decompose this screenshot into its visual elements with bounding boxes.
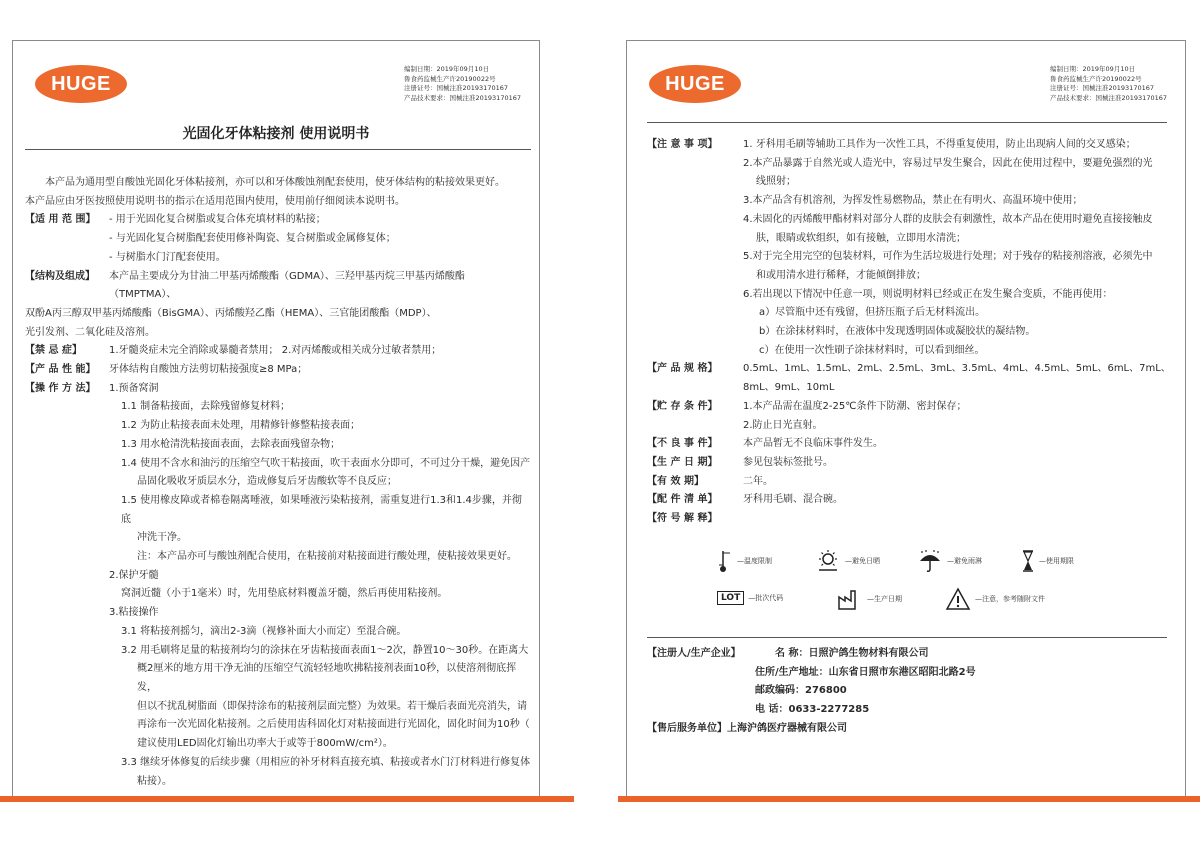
production-date-section xyxy=(647,454,1177,473)
section-text: a）尽管瓶中还有残留，但挤压瓶子后无材料流出。 xyxy=(759,307,986,319)
symbol-label: —生产日期 xyxy=(867,595,902,603)
step-text: 1.2 为防止粘接表面未处理，用精修针修整粘接表面； xyxy=(121,420,361,432)
section-text: - 用于光固化复合树脂或复合体充填材料的粘接； xyxy=(109,214,326,226)
meta-line: 注册证号：国械注准20193170167 xyxy=(1050,84,1154,92)
section-text: 光引发剂、二氧化硅及溶剂。 xyxy=(25,326,155,338)
section-text: 5.对于完全用完空的包装材料，可作为生活垃圾进行处理；对于残存的粘接剂溶液，必须先中 xyxy=(743,251,1153,263)
zip-label: 邮政编码： xyxy=(755,685,805,697)
section-text: 肤，眼睛或软组织，如有接触，立即用水清洗； xyxy=(756,232,966,244)
step-text: 冲洗干净。 xyxy=(137,532,187,544)
factory-icon xyxy=(837,587,863,611)
step-text: 3.2 用毛刷将足量的粘接剂均匀的涂抹在牙齿粘接面表面1～2次，静置10～30秒。在距离大 xyxy=(121,644,529,656)
symbol-factory xyxy=(837,587,902,611)
section-label: 【不 良 事 件】 xyxy=(647,438,718,450)
intro-paragraph: 本产品为通用型自酸蚀光固化牙体粘接剂，亦可以和牙体酸蚀剂配套使用，使牙体结构的粘接效果更好。 xyxy=(45,177,505,188)
section-label: 【贮 存 条 件】 xyxy=(647,400,718,412)
name-label: 名 称： xyxy=(775,648,809,659)
step-text-wrap xyxy=(25,716,531,735)
note-text: 注：本产品亦可与酸蚀剂配合使用，在粘接前对粘接面进行酸处理，使粘接效果更好。 xyxy=(137,551,517,563)
storage-section xyxy=(647,398,1177,417)
meta-line: 注册证号：国械注准20193170167 xyxy=(404,84,508,92)
symbol-label: —使用期限 xyxy=(1039,557,1074,565)
section-text: 和或用清水进行稀释，才能倾倒排放； xyxy=(756,269,926,281)
step-text-wrap xyxy=(25,473,531,492)
section-label: 【适 用 范 围】 xyxy=(25,214,96,226)
warning-icon xyxy=(945,587,971,611)
document-meta xyxy=(404,65,521,103)
left-page xyxy=(12,40,540,800)
orange-footer-bar xyxy=(618,796,1200,802)
address-label: 住所/生产地址： xyxy=(755,666,829,678)
caution-section xyxy=(647,136,1177,155)
section-label: 【售后服务单位】 xyxy=(647,722,727,734)
section-text: 4.未固化的丙烯酸甲酯材料对部分人群的皮肤会有刺激性，故本产品在使用时避免直接接触皮 xyxy=(743,213,1153,225)
section-label: 【符 号 解 释】 xyxy=(647,513,718,525)
section-label: 【结构及组成】 xyxy=(25,270,95,282)
section-text: c）在使用一次性刷子涂抹材料时，可以看到细丝。 xyxy=(759,344,985,356)
lot-icon: LOT xyxy=(717,591,744,605)
section-text: 2.本产品暴露于自然光或人造光中，容易过早发生聚合，因此在使用过程中，要避免强烈的光 xyxy=(743,157,1153,169)
section-label: 【有 效 期】 xyxy=(647,475,704,487)
section-text: 本产品主要成分为甘油二甲基丙烯酸酯（GDMA）、三羟甲基丙烷三甲基丙烯酸酯（TMPTMA）、 xyxy=(109,270,465,301)
step-heading: 1.预备窝洞 xyxy=(109,382,159,394)
section-text: 参见包装标签批号。 xyxy=(743,456,833,468)
meta-line: 鲁食药监械生产许20190022号 xyxy=(1050,74,1142,83)
step-heading: 2.保护牙髓 xyxy=(109,569,159,581)
method-section xyxy=(25,380,531,399)
tel-row xyxy=(647,701,1177,720)
meta-line: 产品技术要求：国械注准20193170167 xyxy=(404,93,521,102)
step-text-wrap xyxy=(25,529,531,548)
validity-section xyxy=(647,473,1177,492)
step-text: 1.4 使用不含水和油污的压缩空气吹干粘接面，吹干表面水分即可，不可过分干燥，避免因产 xyxy=(121,457,531,469)
step-text: 再涂布一次光固化粘接剂。之后使用齿科固化灯对粘接面进行光固化，固化时间为10秒（ xyxy=(137,719,530,731)
section-label: 【注 意 事 项】 xyxy=(647,139,718,150)
huge-logo: HUGE xyxy=(649,65,741,103)
step-text-wrap xyxy=(25,660,531,697)
adverse-section xyxy=(647,435,1177,454)
symbol-label: —注意，参考随附文件 xyxy=(975,595,1045,603)
service-company: 上海沪鸽医疗器械有限公司 xyxy=(727,722,847,734)
symbol-label: —避免雨淋 xyxy=(947,557,982,565)
section-text: 牙体结构自酸蚀方法剪切粘接强度≥8 MPa； xyxy=(109,364,308,376)
symbol-lot xyxy=(717,591,783,605)
thermometer-icon xyxy=(717,549,733,573)
umbrella-icon xyxy=(917,549,943,573)
meta-line: 产品技术要求：国械注准20193170167 xyxy=(1050,93,1167,102)
section-text: 1. 牙科用毛刷等辅助工具作为一次性工具，不得重复使用，防止出现病人间的交叉感染； xyxy=(743,139,1136,150)
meta-line: 鲁食药监械生产许20190022号 xyxy=(404,74,496,83)
step-text: 3.3 继续牙体修复的后续步骤（用相应的补牙材料直接充填、粘接或者水门汀材料进行修复体 xyxy=(121,756,531,768)
intro-paragraph: 本产品应由牙医按照使用说明书的指示在适用范围内使用，使用前仔细阅读本说明书。 xyxy=(25,195,405,207)
note-wrap xyxy=(25,548,531,567)
right-content xyxy=(647,136,1177,529)
section-label: 【注册人/生产企业】 xyxy=(647,648,741,659)
tel-value: 0633-2277285 xyxy=(788,704,870,716)
section-label: 【禁 忌 症】 xyxy=(25,345,82,357)
step-heading: 3.粘接操作 xyxy=(109,607,159,619)
parts-section xyxy=(647,491,1177,510)
step-text: 1.5 使用橡皮障或者棉卷隔离唾液，如果唾液污染粘接剂，需重复进行1.3和1.4步骤，并彻底 xyxy=(121,494,522,525)
address-value: 山东省日照市东港区昭阳北路2号 xyxy=(828,666,976,678)
symbol-sun xyxy=(815,549,880,573)
step-text: 1.1 制备粘接面，去除残留修复材料； xyxy=(121,401,291,413)
section-label: 【产 品 规 格】 xyxy=(647,363,718,375)
symbol-label: —温度限制 xyxy=(737,557,772,565)
huge-logo: HUGE xyxy=(35,65,127,103)
symbol-label: —避免日晒 xyxy=(845,557,880,565)
performance-section xyxy=(25,361,531,380)
symbols-section xyxy=(647,510,1177,529)
symbols-divider xyxy=(647,637,1167,638)
meta-line: 编制日期：2019年09月10日 xyxy=(404,65,490,73)
section-text: - 与光固化复合树脂配套使用修补陶瓷、复合树脂或金属修复体； xyxy=(109,233,396,245)
symbol-hourglass xyxy=(1021,549,1074,573)
section-text: 1.牙髓炎症未完全消除或暴髓者禁用； 2.对丙烯酸或相关成分过敏者禁用； xyxy=(109,345,442,357)
document-title: 光固化牙体粘接剂 使用说明书 xyxy=(182,126,370,142)
step-text: 建议使用LED固化灯输出功率大于或等于800mW/cm²）。 xyxy=(137,738,393,750)
section-text: 本产品暂无不良临床事件发生。 xyxy=(743,438,883,450)
header-divider xyxy=(647,122,1167,123)
symbol-warning xyxy=(945,587,1045,611)
title-divider xyxy=(25,149,531,150)
section-text: 1.本产品需在温度2-25℃条件下防潮、密封保存； xyxy=(743,400,967,412)
zip-value: 276800 xyxy=(805,685,847,697)
company-info xyxy=(647,645,1177,739)
contraindication-section xyxy=(25,342,531,361)
company-name: 日照沪鸽生物材料有限公司 xyxy=(808,648,929,659)
service-row xyxy=(647,720,1177,739)
orange-footer-bar xyxy=(0,796,574,802)
spec-section xyxy=(647,360,1177,379)
symbol-rain xyxy=(917,549,982,573)
section-text: 2.防止日光直射。 xyxy=(743,419,823,431)
section-text: - 与树脂水门汀配套使用。 xyxy=(109,251,226,263)
section-label: 【生 产 日 期】 xyxy=(647,456,718,468)
section-label: 【产 品 性 能】 xyxy=(25,364,96,376)
sun-icon xyxy=(815,549,841,573)
step-text: 品固化吸收牙质层水分，造成修复后牙齿酸软等不良反应； xyxy=(137,476,397,488)
step-text-wrap xyxy=(25,698,531,717)
section-text: b）在涂抹材料时，在液体中发现透明固体或凝胶状的凝结物。 xyxy=(759,326,1036,338)
registrant-row xyxy=(647,645,1177,664)
step-text: 1.3 用水枪清洗粘接面表面，去除表面残留杂物； xyxy=(121,438,341,450)
section-label: 【操 作 方 法】 xyxy=(25,382,96,394)
section-text: 二年。 xyxy=(743,475,773,487)
step-text: 3.1 将粘接剂摇匀，滴出2-3滴（视修补面大小而定）至混合碗。 xyxy=(121,625,407,637)
symbol-label: —批次代码 xyxy=(748,594,784,602)
zip-row xyxy=(647,682,1177,701)
section-text: 线照射； xyxy=(756,176,796,188)
step-text-wrap xyxy=(25,773,531,792)
right-page xyxy=(626,40,1186,800)
symbol-temp xyxy=(717,549,772,573)
section-label: 【配 件 清 单】 xyxy=(647,494,718,506)
scope-section xyxy=(25,211,531,230)
section-text: 8mL、9mL、10mL xyxy=(743,382,835,394)
section-text: 0.5mL、1mL、1.5mL、2mL、2.5mL、3mL、3.5mL、4mL、4.5mL、5mL、6mL、7mL、 xyxy=(743,363,1171,375)
composition-section xyxy=(25,268,531,305)
document-meta xyxy=(1050,65,1167,103)
meta-line: 编制日期：2019年09月10日 xyxy=(1050,65,1136,73)
left-content xyxy=(25,174,531,791)
section-text: 3.本产品含有机溶剂，为挥发性易燃物品，禁止在有明火、高温环境中使用； xyxy=(743,195,1083,207)
hourglass-icon xyxy=(1021,549,1035,573)
step-text: 粘接）。 xyxy=(137,775,172,787)
tel-label: 电 话： xyxy=(755,704,789,716)
step-text: 但以不扰乱树脂面（即保持涂布的粘接剂层面完整）为效果。若干燥后表面光亮消失，请 xyxy=(137,700,527,712)
section-text: 双酚A丙三醇双甲基丙烯酸酯（BisGMA）、丙烯酸羟乙酯（HEMA）、三官能团酸酯（MDP）、 xyxy=(25,307,437,319)
step-text-wrap xyxy=(25,735,531,754)
address-row xyxy=(647,664,1177,683)
step-text: 窝洞近髓（小于1毫米）时，先用垫底材料覆盖牙髓，然后再使用粘接剂。 xyxy=(121,588,448,600)
section-text: 6.若出现以下情况中任意一项，则说明材料已经或正在发生聚合变质，不能再使用： xyxy=(743,288,1113,300)
step-text: 概2厘米的地方用干净无油的压缩空气流轻轻地吹拂粘接剂表面10秒，以使溶剂彻底挥发， xyxy=(137,663,517,693)
section-text: 牙科用毛刷、混合碗。 xyxy=(743,494,843,506)
